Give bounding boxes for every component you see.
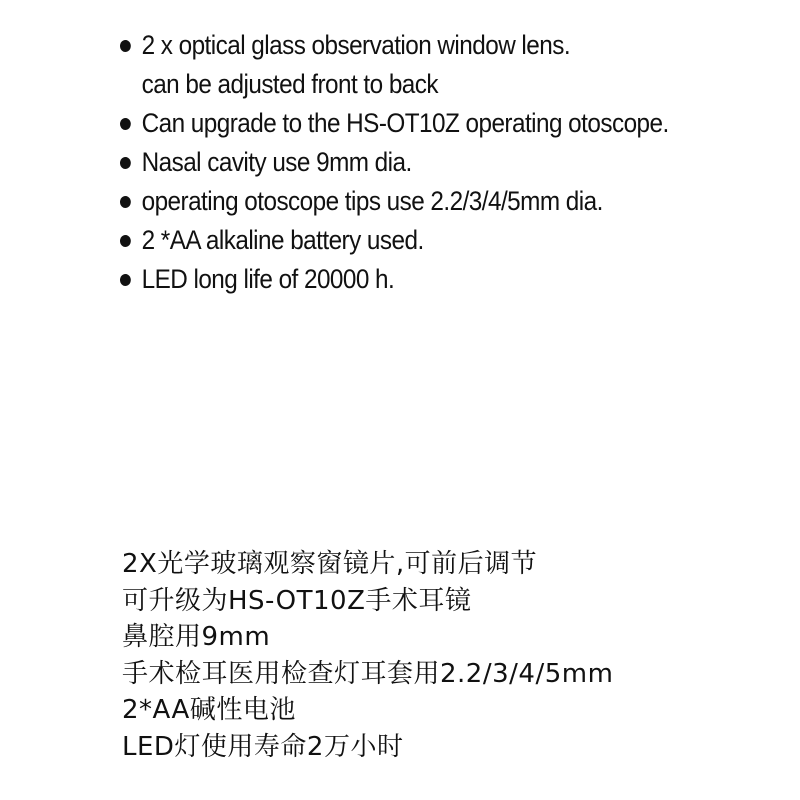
bullet-icon [120, 274, 131, 286]
list-item-text: LED long life of 20000 h. [141, 264, 395, 294]
chinese-line: LED灯使用寿命2万小时 [122, 731, 404, 762]
list-item-text: 2 x optical glass observation window lens. [141, 30, 571, 60]
list-item-text: can be adjusted front to back [141, 69, 439, 99]
list-item-text: operating otoscope tips use 2.2/3/4/5mm dia. [141, 186, 603, 216]
bullet-icon [120, 118, 131, 130]
chinese-line: 鼻腔用9mm [122, 622, 271, 652]
list-item [120, 104, 669, 143]
bullet-icon [120, 196, 131, 208]
chinese-feature-block [122, 546, 613, 765]
bullet-icon [120, 235, 131, 247]
list-item [120, 26, 669, 65]
chinese-line: 可升级为HS-OT10Z手术耳镜 [122, 585, 472, 616]
list-item [120, 143, 669, 182]
bullet-icon [120, 157, 131, 169]
list-item-text: Can upgrade to the HS-OT10Z operating otoscope. [141, 108, 669, 138]
chinese-line: 手术检耳医用检查灯耳套用2.2/3/4/5mm [122, 658, 614, 689]
list-item-continuation [120, 65, 669, 104]
list-item [120, 182, 669, 221]
list-item-text: 2 *AA alkaline battery used. [141, 225, 424, 255]
list-item [120, 221, 669, 260]
english-feature-list [120, 26, 669, 299]
bullet-icon [120, 40, 131, 52]
chinese-line: 2X光学玻璃观察窗镜片,可前后调节 [122, 549, 538, 579]
chinese-line: 2*AA碱性电池 [122, 695, 296, 725]
list-item-text: Nasal cavity use 9mm dia. [141, 147, 412, 177]
list-item [120, 260, 669, 299]
